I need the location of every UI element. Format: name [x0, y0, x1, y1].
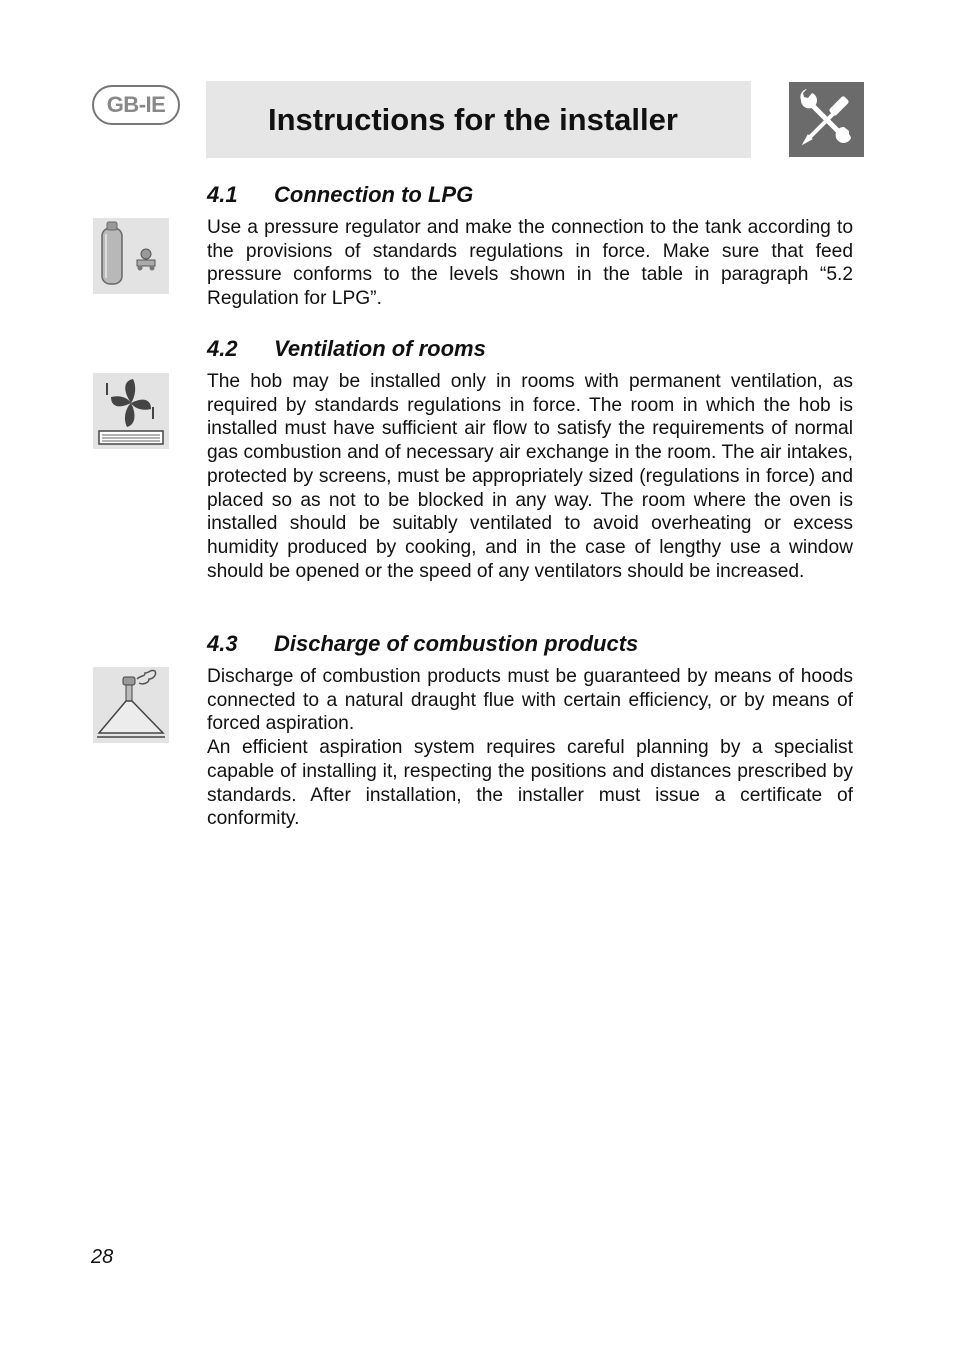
section-number: 4.1: [207, 182, 238, 207]
section-number: 4.3: [207, 631, 238, 656]
ventilation-fan-icon: [93, 373, 169, 449]
tools-icon: [789, 82, 864, 157]
section-heading-ventilation: [207, 336, 486, 362]
section-title: Ventilation of rooms: [274, 336, 486, 361]
gas-cylinder-icon: [93, 218, 169, 294]
section-title: Discharge of combustion products: [274, 631, 639, 656]
section-body-ventilation: [207, 370, 853, 583]
language-badge-label: GB-IE: [106, 92, 166, 117]
section-heading-lpg: [207, 182, 473, 208]
page-number: 28: [91, 1246, 114, 1268]
section-number: 4.2: [207, 336, 238, 361]
section-heading-combustion: [207, 631, 638, 657]
paragraph: Use a pressure regulator and make the connection to the tank according to the provisions of standards regulations in force. Make sure that feed pressure conforms to the levels shown in the table in paragraph “5.2 Regulation for LPG”.: [207, 217, 853, 310]
paragraph: The hob may be installed only in rooms with permanent ventilation, as required by standards regulations in force. The room in which the hob is installed must have sufficient air flow to satisfy the requirements of normal gas combustion and of necessary air exchange in the room. The air intakes, protected by screens, must be appropriately sized (regulations in force) and placed so as not to be blocked in any way. The room where the oven is installed should be suitably ventilated to avoid overheating or excess humidity produced by cooking, and in the case of lengthy use a window should be opened or the speed of any ventilators should be increased.: [207, 371, 853, 582]
language-badge: [92, 85, 180, 125]
extractor-hood-icon: [93, 667, 169, 743]
section-title: Connection to LPG: [274, 182, 474, 207]
section-body-lpg: [207, 216, 853, 311]
page-title-bar: [206, 81, 751, 158]
paragraph: An efficient aspiration system requires careful planning by a specialist capable of installing it, respecting the positions and distances prescribed by standards. After installation, the installer must issue a certificate of conformity.: [207, 737, 853, 830]
page-title: Instructions for the installer: [268, 101, 678, 137]
paragraph: Discharge of combustion products must be guaranteed by means of hoods connected to a natural draught flue with certain efficiency, or by means of forced aspiration.: [207, 666, 853, 735]
section-body-combustion: [207, 665, 853, 831]
